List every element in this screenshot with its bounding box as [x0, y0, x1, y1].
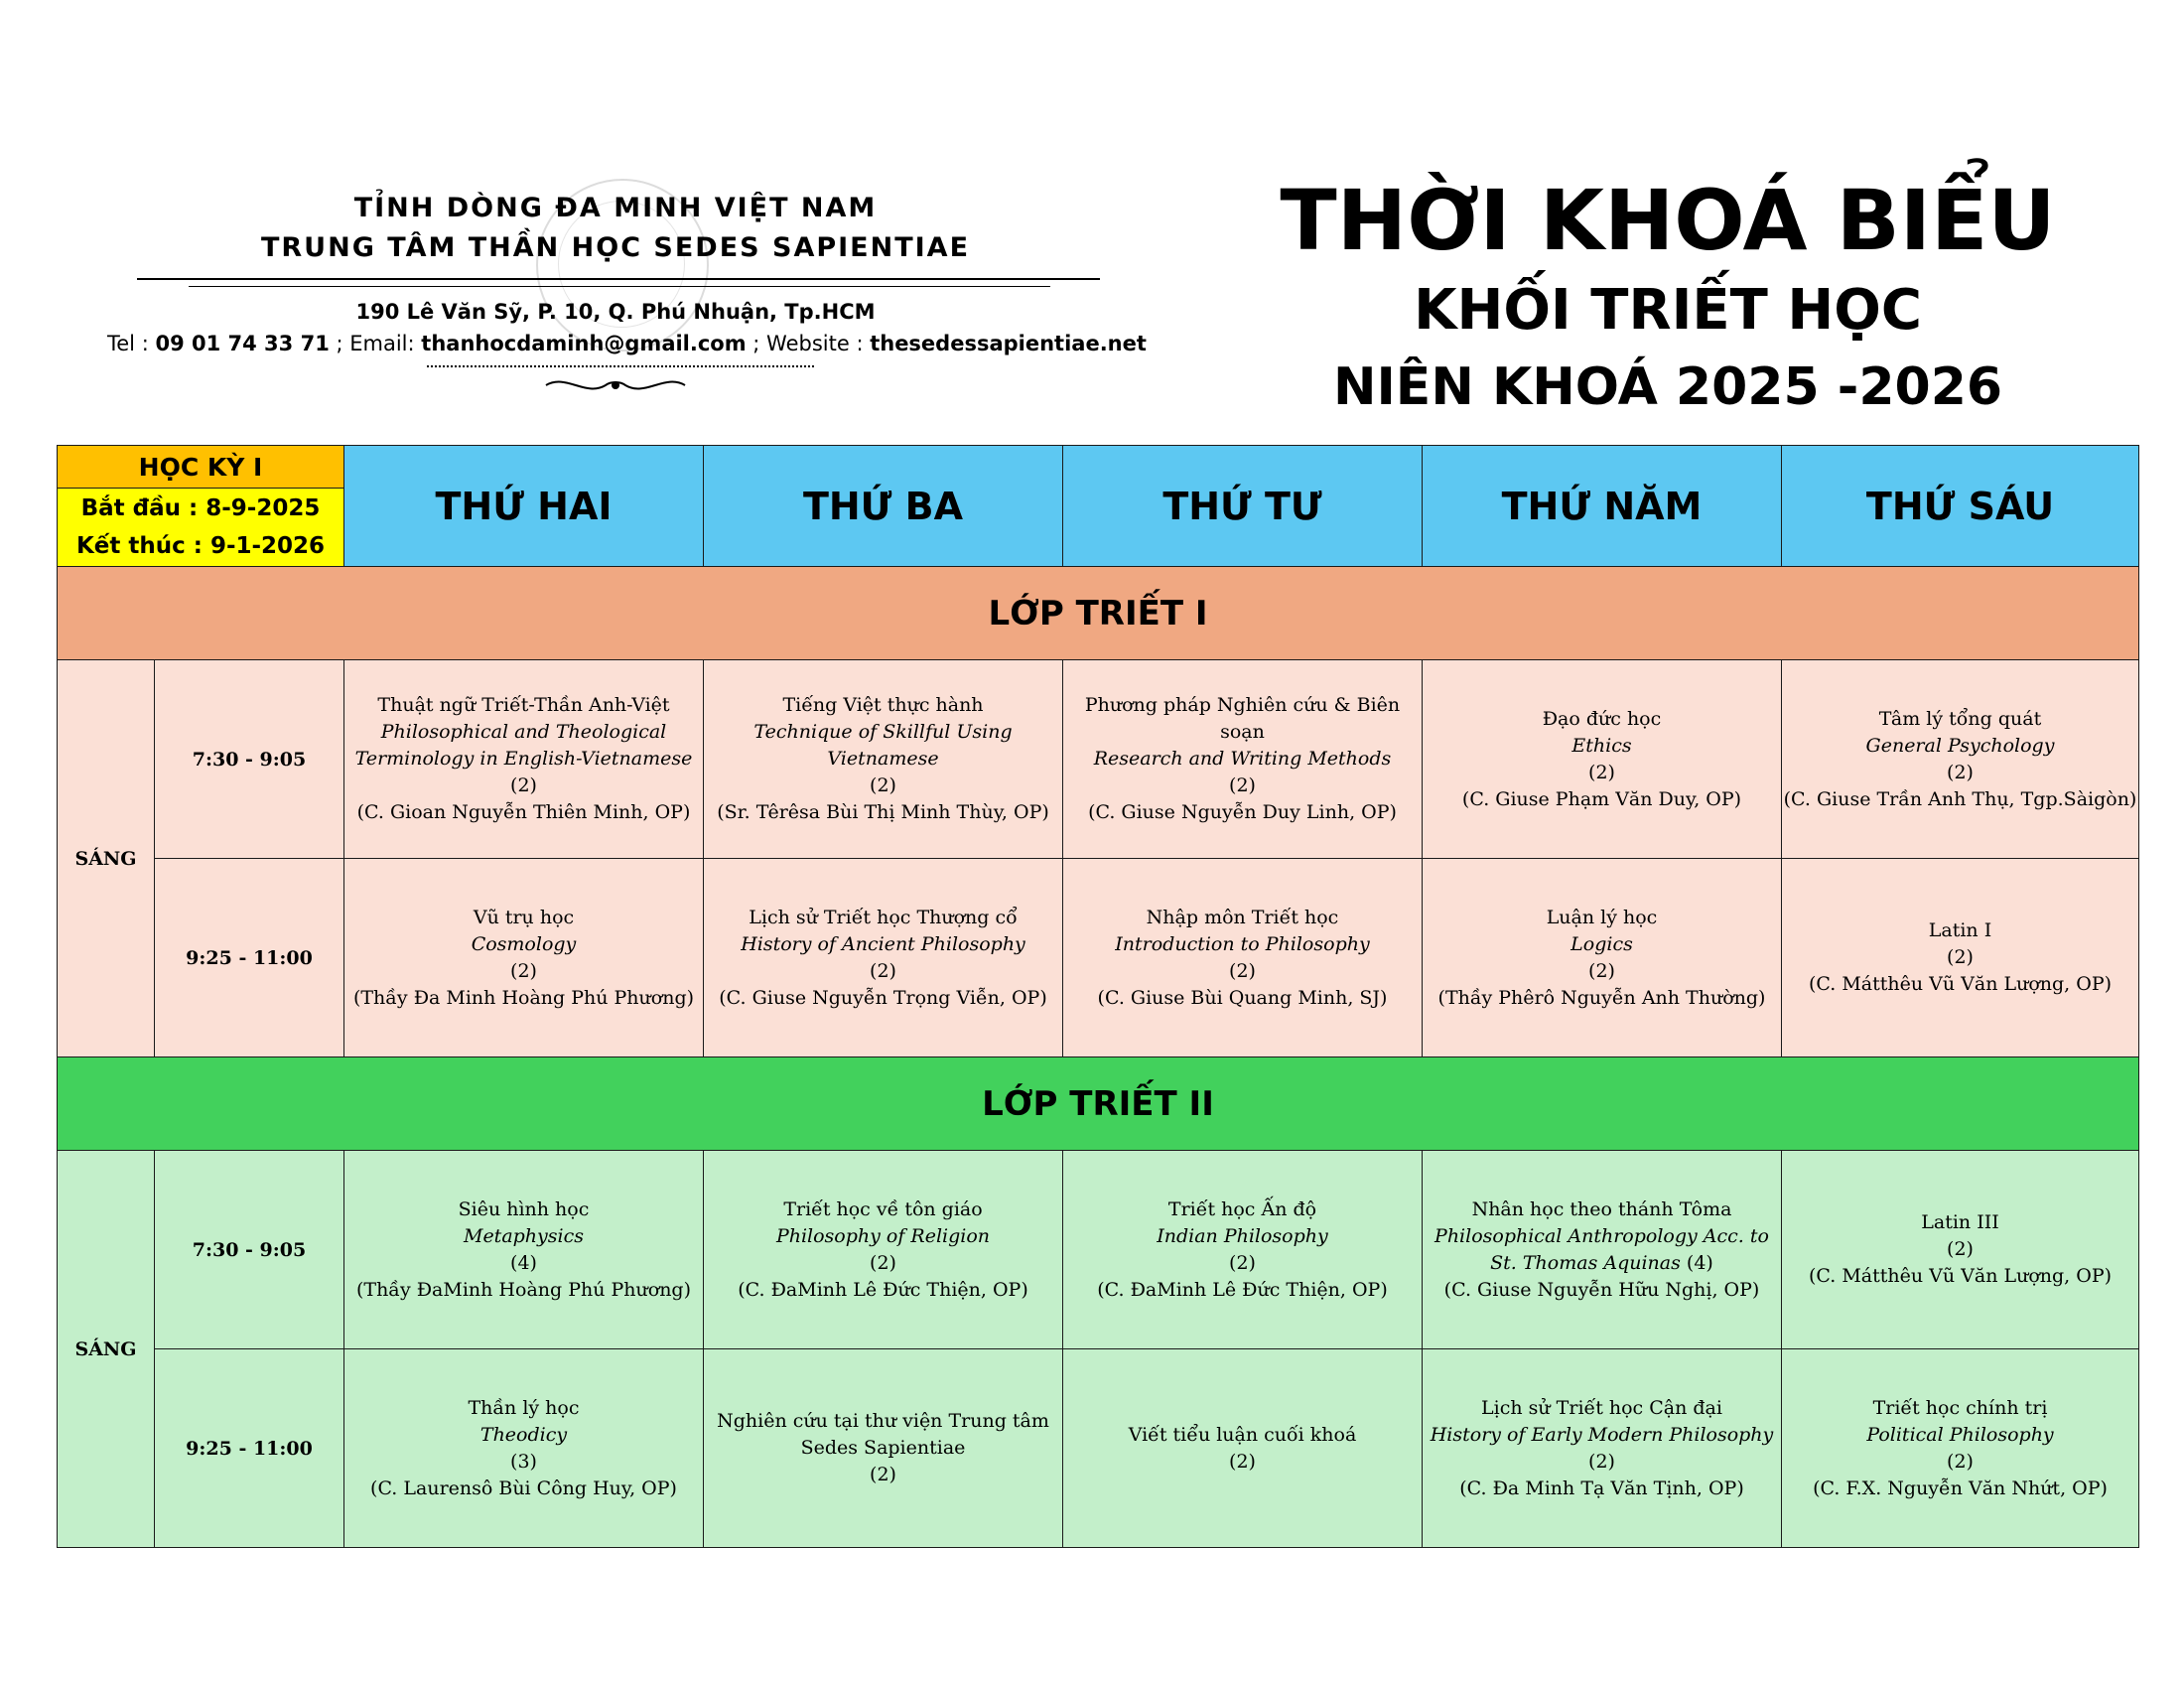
org-center: TRUNG TÂM THẦN HỌC SEDES SAPIENTIAE [260, 232, 971, 263]
dotted-rule [427, 365, 814, 367]
time-slot: 9:25 - 11:00 [155, 1349, 344, 1548]
org-tel: 09 01 74 33 71 [155, 332, 330, 355]
header-rule [137, 278, 1100, 280]
course-cell: Triết học về tôn giáo Philosophy of Religion (2) (C. ĐaMinh Lê Đức Thiện, OP) [704, 1151, 1063, 1349]
page-title: THỜI KHOÁ BIỂU [1280, 172, 2056, 269]
title-block [1226, 169, 2110, 425]
course-cell: Triết học chính trị Political Philosophy (2) (C. F.X. Nguyễn Văn Nhứt, OP) [1782, 1349, 2139, 1548]
day-tuesday: THỨ BA [704, 446, 1063, 567]
time-slot: 7:30 - 9:05 [155, 1151, 344, 1349]
org-website: thesedessapientiae.net [870, 332, 1147, 355]
course-cell: Thuật ngữ Triết-Thần Anh-Việt Philosophical and Theological Terminology in English-Vietnamese (2) (C. Gioan Nguyễn Thiên Minh, OP) [344, 660, 704, 859]
course-cell: Viết tiểu luận cuối khoá (2) [1063, 1349, 1423, 1548]
course-cell: Đạo đức học Ethics (2) (C. Giuse Phạm Văn Duy, OP) [1423, 660, 1782, 859]
day-wednesday: THỨ TƯ [1063, 446, 1423, 567]
page-subtitle: KHỐI TRIẾT HỌC [1414, 278, 1922, 343]
day-thursday: THỨ NĂM [1423, 446, 1782, 567]
course-cell: Luận lý học Logics (2) (Thầy Phêrô Nguyễn Anh Thường) [1423, 859, 1782, 1057]
course-cell: Triết học Ấn độ Indian Philosophy (2) (C. ĐaMinh Lê Đức Thiện, OP) [1063, 1151, 1423, 1349]
academic-year: NIÊN KHOÁ 2025 -2026 [1332, 357, 2003, 417]
timetable [57, 445, 2139, 1548]
course-cell: Lịch sử Triết học Thượng cổ History of Ancient Philosophy (2) (C. Giuse Nguyễn Trọng Viễn, OP) [704, 859, 1063, 1057]
time-slot: 9:25 - 11:00 [155, 859, 344, 1057]
start-date: Bắt đầu : 8-9-2025 [80, 495, 321, 521]
end-date: Kết thúc : 9-1-2026 [75, 533, 326, 559]
day-monday: THỨ HAI [344, 446, 704, 567]
course-cell: Thần lý học Theodicy (3) (C. Laurensô Bùi Công Huy, OP) [344, 1349, 704, 1548]
header-rule-thin [189, 286, 1050, 287]
org-email: thanhocdaminh@gmail.com [421, 332, 747, 355]
time-slot: 7:30 - 9:05 [155, 660, 344, 859]
course-cell: Latin I (2) (C. Mátthêu Vũ Văn Lượng, OP) [1782, 859, 2139, 1057]
org-province: TỈNH DÒNG ĐA MINH VIỆT NAM [353, 193, 878, 223]
course-cell: Tâm lý tổng quát General Psychology (2) (C. Giuse Trần Anh Thụ, Tgp.Sàigòn) [1782, 660, 2139, 859]
semester-dates [58, 489, 344, 567]
course-cell: Nhân học theo thánh Tôma Philosophical Anthropology Acc. to St. Thomas Aquinas (4) (C. Giuse Nguyễn Hữu Nghị, OP) [1423, 1151, 1782, 1349]
course-cell: Tiếng Việt thực hành Technique of Skillful Using Vietnamese (2) (Sr. Têrêsa Bùi Thị Minh Thùy, OP) [704, 660, 1063, 859]
period-label: SÁNG [58, 660, 155, 1057]
semester-label: HỌC KỲ I [58, 446, 344, 489]
org-address: 190 Lê Văn Sỹ, P. 10, Q. Phú Nhuận, Tp.HCM [355, 300, 876, 324]
course-cell: Siêu hình học Metaphysics (4) (Thầy ĐaMinh Hoàng Phú Phương) [344, 1151, 704, 1349]
section-title: LỚP TRIẾT I [58, 567, 2139, 660]
org-header [107, 189, 1147, 355]
section-title: LỚP TRIẾT II [58, 1057, 2139, 1151]
period-label: SÁNG [58, 1151, 155, 1548]
course-cell: Phương pháp Nghiên cứu & Biên soạn Research and Writing Methods (2) (C. Giuse Nguyễn Duy Linh, OP) [1063, 660, 1423, 859]
day-friday: THỨ SÁU [1782, 446, 2139, 567]
ornament-icon [536, 373, 695, 397]
course-cell: Nghiên cứu tại thư viện Trung tâm Sedes Sapientiae (2) [704, 1349, 1063, 1548]
org-contact: Tel : 09 01 74 33 71 ; Email: thanhocdaminh@gmail.com ; Website : thesedessapientiae.net [107, 332, 1147, 355]
course-cell: Nhập môn Triết học Introduction to Philosophy (2) (C. Giuse Bùi Quang Minh, SJ) [1063, 859, 1423, 1057]
course-cell: Lịch sử Triết học Cận đại History of Early Modern Philosophy (2) (C. Đa Minh Tạ Văn Tịnh, OP) [1423, 1349, 1782, 1548]
course-cell: Vũ trụ học Cosmology (2) (Thầy Đa Minh Hoàng Phú Phương) [344, 859, 704, 1057]
course-cell: Latin III (2) (C. Mátthêu Vũ Văn Lượng, OP) [1782, 1151, 2139, 1349]
